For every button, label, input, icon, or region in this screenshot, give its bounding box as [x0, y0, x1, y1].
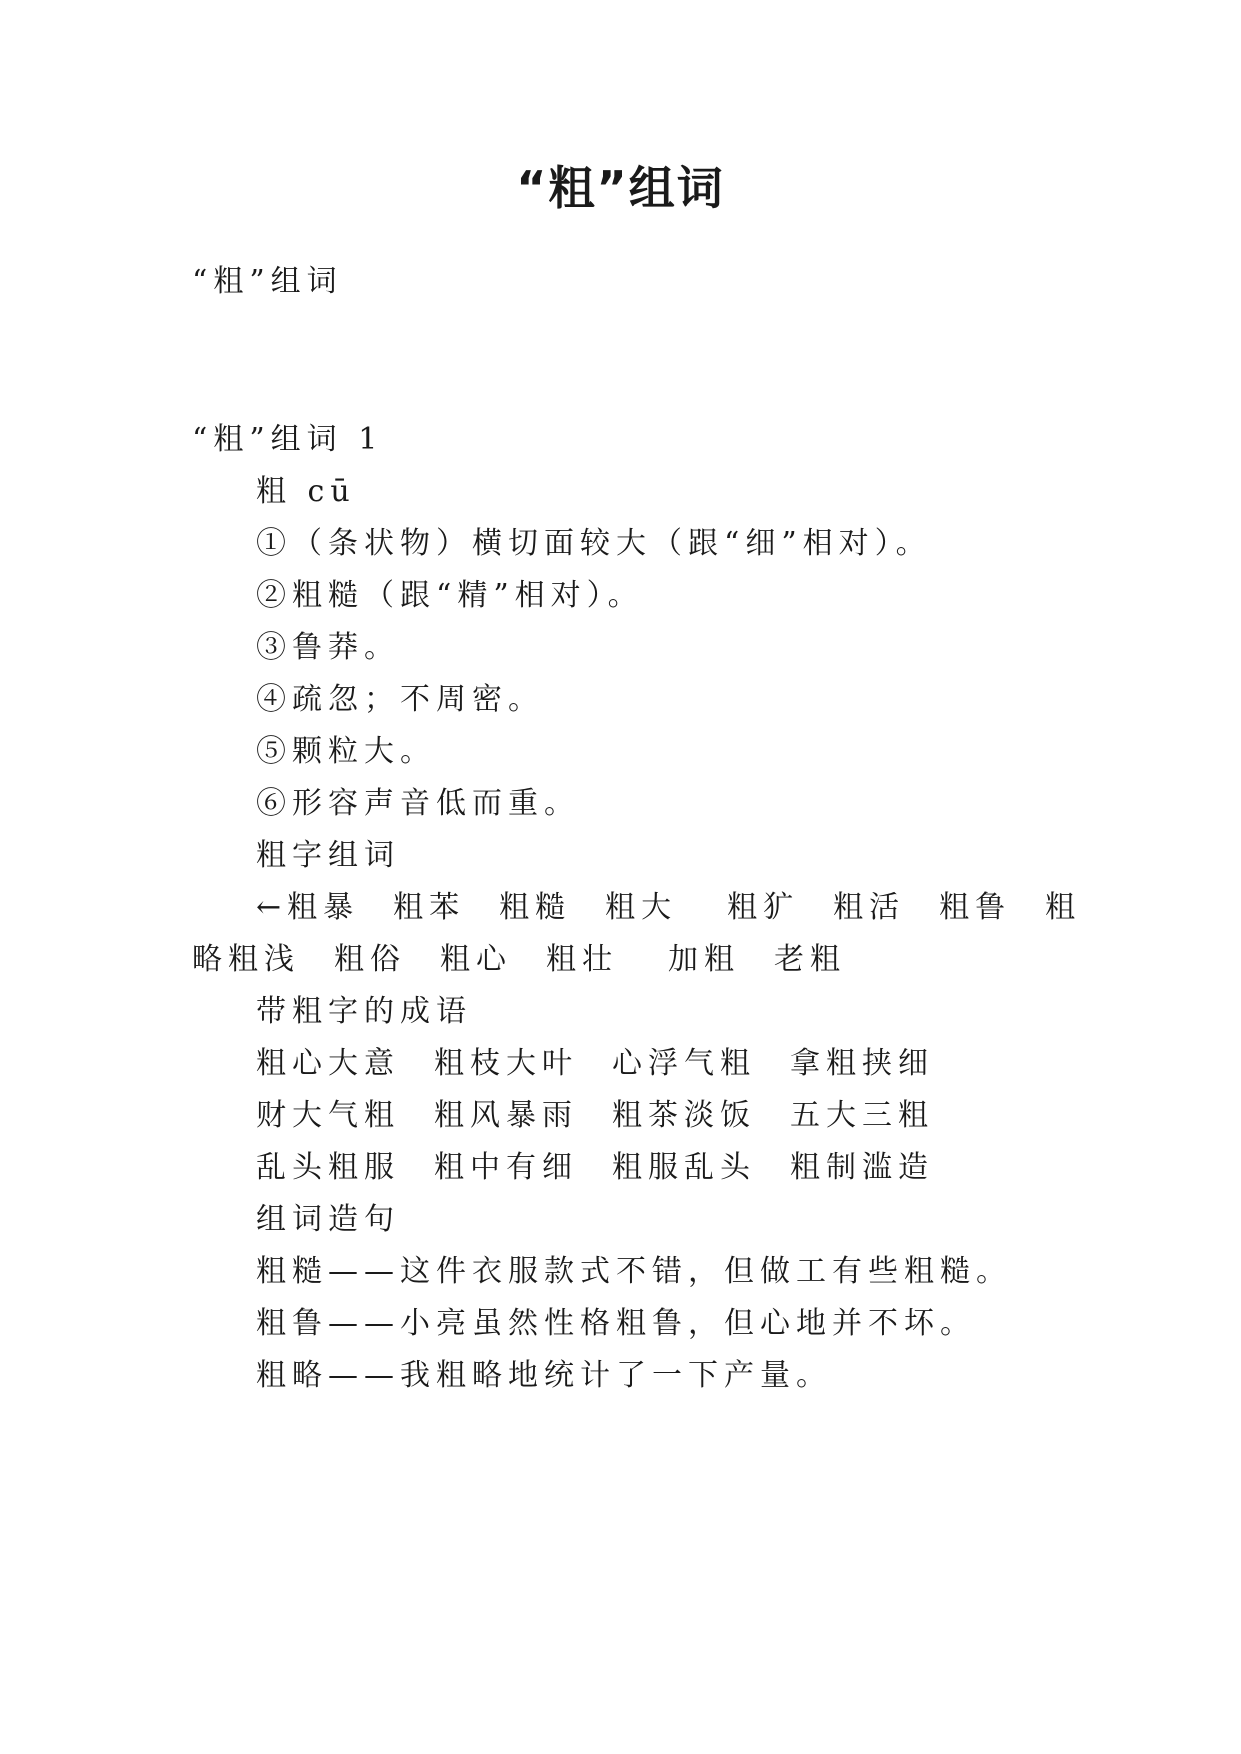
sentences-heading: 组词造句	[256, 1202, 400, 1237]
idiom-row	[256, 1148, 934, 1188]
word-item: 加粗	[668, 942, 740, 977]
word-item: 粗	[1045, 890, 1082, 925]
definition-item: ③鲁莽。	[256, 630, 400, 665]
idiom-item: 粗中有细	[434, 1150, 578, 1185]
word-item: 粗活	[833, 890, 906, 925]
word-list-line	[192, 940, 846, 980]
pinyin-line: 粗 cū	[256, 474, 356, 509]
idiom-row	[256, 1044, 934, 1084]
word-item: 粗鲁	[939, 890, 1012, 925]
example-sentence: 粗略——我粗略地统计了一下产量。	[256, 1358, 832, 1393]
idiom-item: 粗服乱头	[612, 1150, 756, 1185]
idiom-item: 粗枝大叶	[434, 1046, 578, 1081]
idiom-item: 财大气粗	[256, 1098, 400, 1133]
word-list-line	[256, 888, 1081, 928]
word-item: 粗心	[440, 942, 512, 977]
idiom-item: 粗风暴雨	[434, 1098, 578, 1133]
word-item: 粗大	[605, 890, 678, 925]
idiom-item: 粗心大意	[256, 1046, 400, 1081]
definition-item: ①（条状物）横切面较大（跟“细”相对）。	[256, 526, 932, 561]
word-item: 粗俗	[334, 942, 406, 977]
idioms-heading: 带粗字的成语	[256, 994, 472, 1029]
idiom-item: 心浮气粗	[612, 1046, 756, 1081]
section-heading: “粗”组词 1	[192, 422, 384, 457]
idiom-item: 粗制滥造	[790, 1150, 934, 1185]
word-item: 粗壮	[546, 942, 618, 977]
idiom-item: 五大三粗	[790, 1098, 934, 1133]
definition-item: ②粗糙（跟“精”相对）。	[256, 578, 644, 613]
word-item: 老粗	[774, 942, 846, 977]
definition-item: ⑤颗粒大。	[256, 734, 436, 769]
idiom-item: 拿粗挟细	[790, 1046, 934, 1081]
word-item: 粗暴	[287, 890, 360, 925]
example-sentence: 粗鲁——小亮虽然性格粗鲁，但心地并不坏。	[256, 1306, 976, 1341]
word-item: 粗糙	[499, 890, 572, 925]
idiom-item: 乱头粗服	[256, 1150, 400, 1185]
arrow-icon: ←	[256, 890, 288, 925]
idiom-item: 粗茶淡饭	[612, 1098, 756, 1133]
idiom-row	[256, 1096, 934, 1136]
words-heading: 粗字组词	[256, 838, 400, 873]
subtitle: “粗”组词	[192, 264, 343, 299]
definition-item: ④疏忽；不周密。	[256, 682, 544, 717]
definition-item: ⑥形容声音低而重。	[256, 786, 580, 821]
word-item: 略粗浅	[192, 942, 300, 977]
document-title: “粗”组词	[516, 161, 725, 215]
word-item: 粗犷	[727, 890, 800, 925]
example-sentence: 粗糙——这件衣服款式不错，但做工有些粗糙。	[256, 1254, 1012, 1289]
word-item: 粗苯	[393, 890, 466, 925]
